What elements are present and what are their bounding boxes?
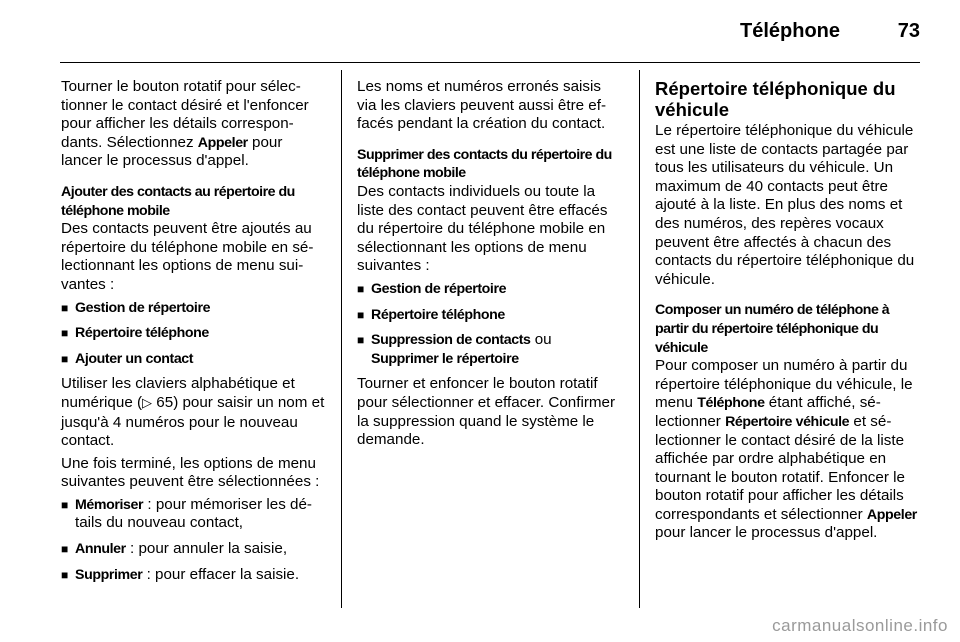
delete-options-list <box>357 280 623 368</box>
page-header <box>60 0 920 63</box>
paragraph: Pour composer un numéro à partir du répertoire téléphonique du véhicule, le menu Téléphone étant affiché, sélectionner Répertoire véhicule et sélectionner le contact désiré de la liste affichée par ordre alphabétique en tournant le bouton rotatif. Enfoncer le bouton rotatif pour afficher les détails correspondants et sélectionner Appeler pour lancer le processus d'appel. <box>655 357 917 542</box>
heading-vehicle-phonebook: Répertoire téléphonique du véhicule <box>655 78 896 120</box>
list-item: ■ Répertoire téléphone <box>61 324 327 343</box>
list-item: ■ Suppression de contacts ou Supprimer le répertoire <box>357 331 623 368</box>
paragraph: Les noms et numéros erronés saisis via les claviers peuvent aussi être effacés pendant la création du contact. <box>357 78 607 133</box>
watermark: carmanualsonline.info <box>772 616 948 635</box>
column-left <box>61 78 327 591</box>
list-item: ■ Annuler : pour annuler la saisie, <box>61 540 327 559</box>
column-divider <box>639 70 640 608</box>
list-item: ■ Gestion de répertoire <box>61 299 327 318</box>
paragraph: Des contacts individuels ou toute la liste des contact peuvent être effacés du répertoire du téléphone mobile en sélectionnant les options de menu suivantes : <box>357 182 608 275</box>
menu-options-list <box>61 299 327 369</box>
column-divider <box>341 70 342 608</box>
paragraph: Tourner et enfoncer le bouton rotatif pour sélectionner et effacer. Confirmer la suppression quand le système le demande. <box>357 375 616 449</box>
page-number: 73 <box>897 20 920 42</box>
paragraph: Utiliser les claviers alphabétique et numérique (▷ 65) pour saisir un nom et jusqu'à 4 numéros pour le nouveau contact. <box>61 375 325 450</box>
subheading-add-contacts: Ajouter des contacts au répertoire du téléphone mobile <box>61 183 295 219</box>
list-item: ■ Mémoriser : pour mémoriser les détails du nouveau contact, <box>61 496 327 533</box>
paragraph: Le répertoire téléphonique du véhicule est une liste de contacts partagée par tous les utilisateurs du véhicule. Un maximum de 40 contacts peut être ajouté à la liste. En plus des noms et des numéros, des repères vocaux peuvent être affectés à chacun des contacts du répertoire téléphonique du véhicule. <box>655 122 915 288</box>
save-options-list <box>61 496 327 584</box>
list-item: ■ Gestion de répertoire <box>357 280 623 299</box>
list-item: ■ Répertoire téléphone <box>357 306 623 325</box>
paragraph: Une fois terminé, les options de menu suivantes peuvent être sélectionnées : <box>61 454 320 491</box>
list-item: ■ Supprimer : pour effacer la saisie. <box>61 566 327 585</box>
page-reference-icon: ▷ <box>142 395 153 411</box>
list-item: ■ Ajouter un contact <box>61 350 327 369</box>
subheading-dial-number: Composer un numéro de téléphone à partir du répertoire téléphonique du véhicule <box>655 302 890 356</box>
paragraph: Tourner le bouton rotatif pour sélectionner le contact désiré et l'enfoncer pour afficher les détails correspondants. Sélectionnez Appeler pour lancer le processus d'appel. <box>61 78 309 170</box>
subheading-delete-contacts: Supprimer des contacts du répertoire du téléphone mobile <box>357 146 612 182</box>
column-middle <box>357 78 623 462</box>
section-title: Téléphone <box>739 20 840 42</box>
paragraph: Des contacts peuvent être ajoutés au répertoire du téléphone mobile en sélectionnant les options de menu suivantes : <box>61 220 314 293</box>
column-right <box>655 78 923 555</box>
